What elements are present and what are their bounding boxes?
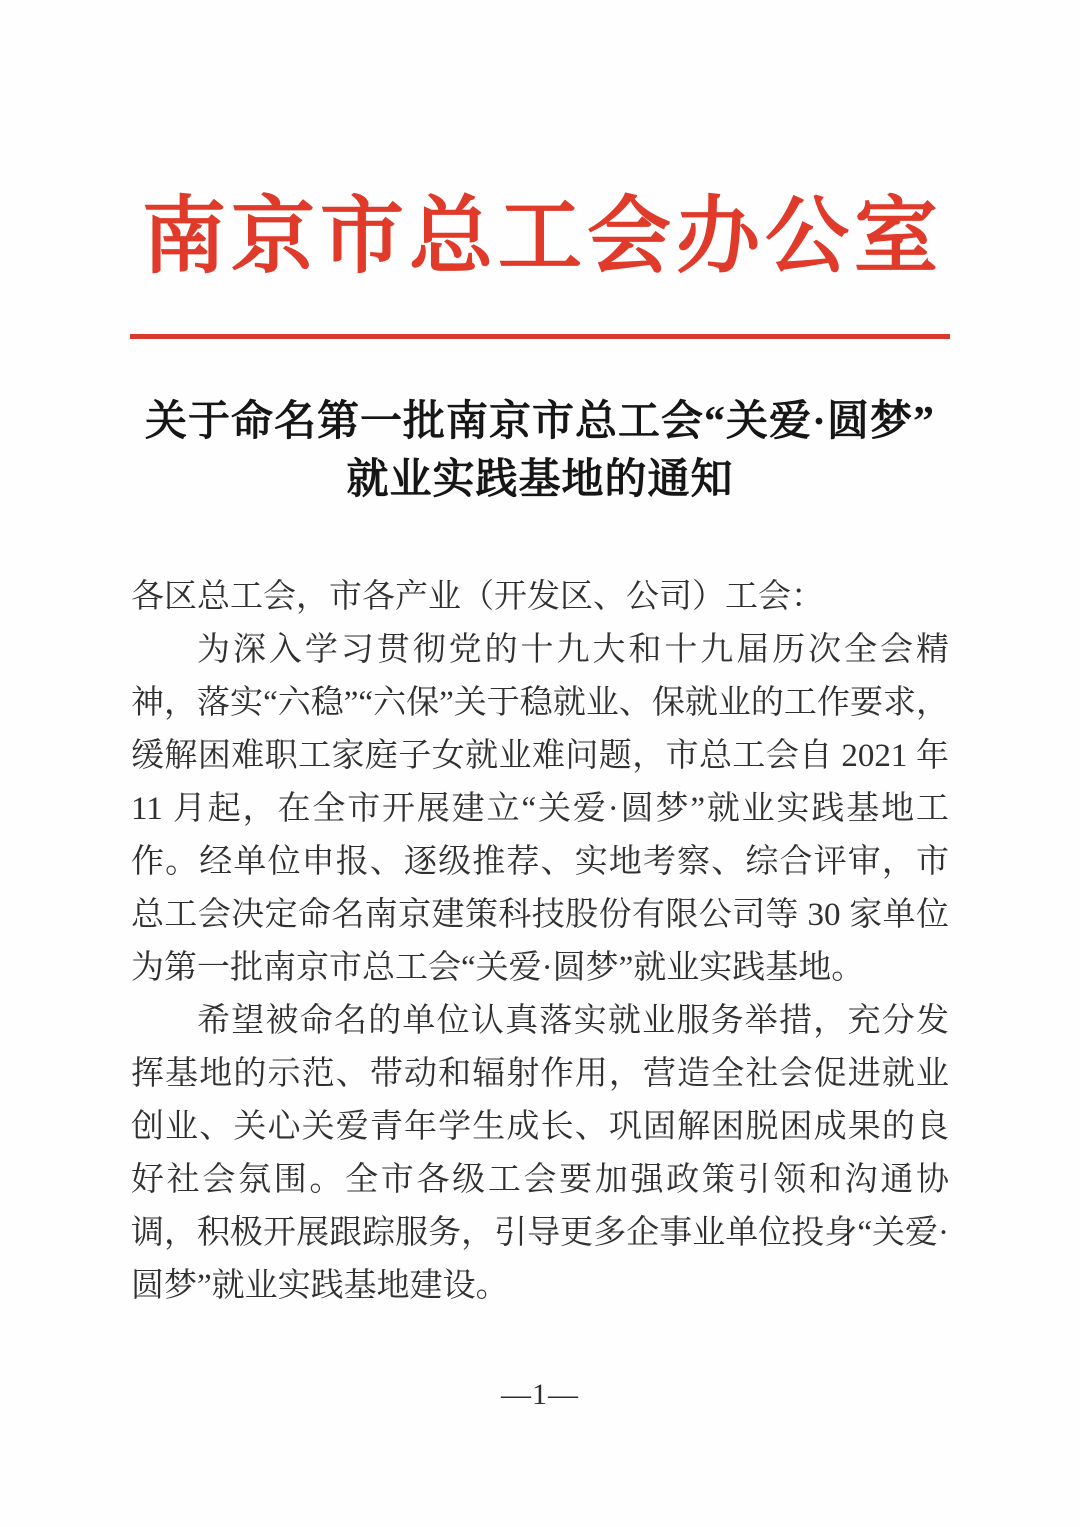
letterhead-divider — [130, 334, 950, 339]
letterhead — [0, 0, 1080, 339]
document-title — [0, 393, 1080, 509]
salutation: 各区总工会，市各产业（开发区、公司）工会： — [131, 579, 824, 615]
body-paragraph-1: 为深入学习贯彻党的十九大和十九届历次全会精神，落实“六稳”“六保”关于稳就业、保就业的工作要求，缓解困难职工家庭子女就业难问题，市总工会自 2021 年 11 月起，在全市开展建立“关爱·圆梦”就业实践基地工作。经单位申报、逐级推荐、实地考察、综合评审，市总工会决定命名南京建策科技股份有限公司等 30 家单位为第一批南京市总工会“关爱·圆梦”就业实践基地。 — [131, 632, 949, 986]
page-number: —1— — [501, 1378, 579, 1411]
letterhead-org-name: 南京市总工会办公室 — [141, 191, 943, 284]
body-paragraph-2: 希望被命名的单位认真落实就业服务举措，充分发挥基地的示范、带动和辐射作用，营造全社会促进就业创业、关心关爱青年学生成长、巩固解困脱困成果的良好社会氛围。全市各级工会要加强政策引领和沟通协调，积极开展跟踪服务，引导更多企事业单位投身“关爱·圆梦”就业实践基地建设。 — [131, 1003, 949, 1304]
document-title-line-2: 就业实践基地的通知 — [346, 457, 734, 503]
page-footer — [0, 1378, 1080, 1412]
document-title-line-1: 关于命名第一批南京市总工会“关爱·圆梦” — [144, 399, 935, 445]
document-body — [131, 571, 949, 1313]
